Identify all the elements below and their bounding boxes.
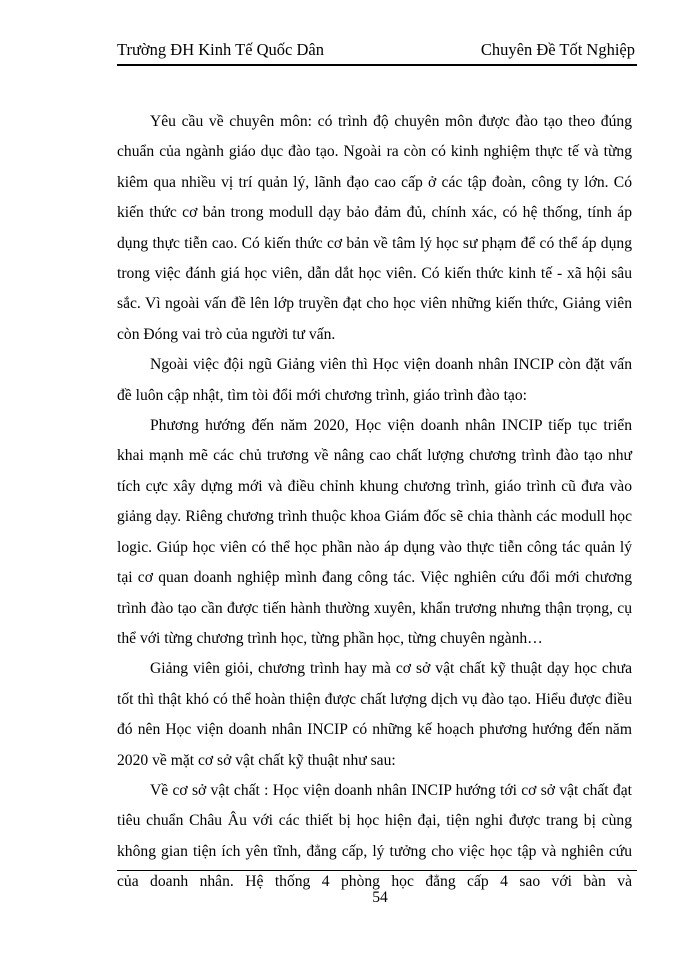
paragraph-direction-2020: Phương hướng đến năm 2020, Học viện doanh nhân INCIP tiếp tục triển khai mạnh mẽ các chủ trương về nâng cao chất lượng chương trình đào tạo như tích cực xây dựng mới và điều chỉnh khung chương trình, giáo trình cũ đưa vào giảng dạy. Riêng chương trình thuộc khoa Giám đốc sẽ chia thành các modull học logic. Giúp học viên có thể học phần nào áp dụng vào thực tiễn công tác quản lý tại cơ quan doanh nghiệp mình đang công tác. Việc nghiên cứu đổi mới chương trình đào tạo cần được tiến hành thường xuyên, khẩn trương nhưng thận trọng, cụ thể với từng chương trình học, từng phần học, từng chuyên ngành…: [117, 417, 632, 647]
page-number: 54: [372, 889, 388, 906]
paragraph-qualifications: Yêu cầu về chuyên môn: có trình độ chuyên môn được đào tạo theo đúng chuẩn của ngành giáo dục đào tạo. Ngoài ra còn có kinh nghiệm thực tế và từng kiêm qua nhiều vị trí quản lý, lãnh đạo cao cấp ở các tập đoàn, công ty lớn. Có kiến thức cơ bản trong modull dạy bảo đảm đủ, chính xác, có hệ thống, tính áp dụng thực tiễn cao. Có kiến thức cơ bản về tâm lý học sư phạm để có thể áp dụng trong việc đánh giá học viên, dẫn dắt học viên. Có kiến thức kinh tế - xã hội sâu sắc. Vì ngoài vấn đề lên lớp truyền đạt cho học viên những kiến thức, Giảng viên còn Đóng vai trò của người tư vấn.: [117, 113, 632, 343]
header-document-title: Chuyên Đề Tốt Nghiệp: [480, 40, 635, 59]
paragraph-facilities: Về cơ sở vật chất : Học viện doanh nhân INCIP hướng tới cơ sở vật chất đạt tiêu chuẩn Châu Âu với các thiết bị học hiện đại, tiện nghi được trang bị cùng không gian tiện ích yên tĩnh, đẳng cấp, lý tưởng cho việc học tập và nghiên cứu của doanh nhân. Hệ thống 4 phòng học đẳng cấp 4 sao với bàn và: [117, 781, 632, 891]
header-university: Trường ĐH Kinh Tế Quốc Dân: [117, 40, 324, 59]
paragraph-facilities-intro: Giảng viên giỏi, chương trình hay mà cơ sở vật chất kỹ thuật dạy học chưa tốt thì thật khó có thể hoàn thiện được chất lượng dịch vụ đào tạo. Hiểu được điều đó nên Học viện doanh nhân INCIP có những kế hoạch phương hướng đến năm 2020 về mặt cơ sở vật chất kỹ thuật như sau:: [117, 660, 632, 769]
paragraph-curriculum-intro: Ngoài việc đội ngũ Giảng viên thì Học viện doanh nhân INCIP còn đặt vấn đề luôn cập nhật, tìm tòi đổi mới chương trình, giáo trình đào tạo:: [117, 356, 632, 404]
page-header: [117, 38, 637, 66]
footer-rule: [117, 870, 637, 871]
body-text: [117, 107, 632, 898]
